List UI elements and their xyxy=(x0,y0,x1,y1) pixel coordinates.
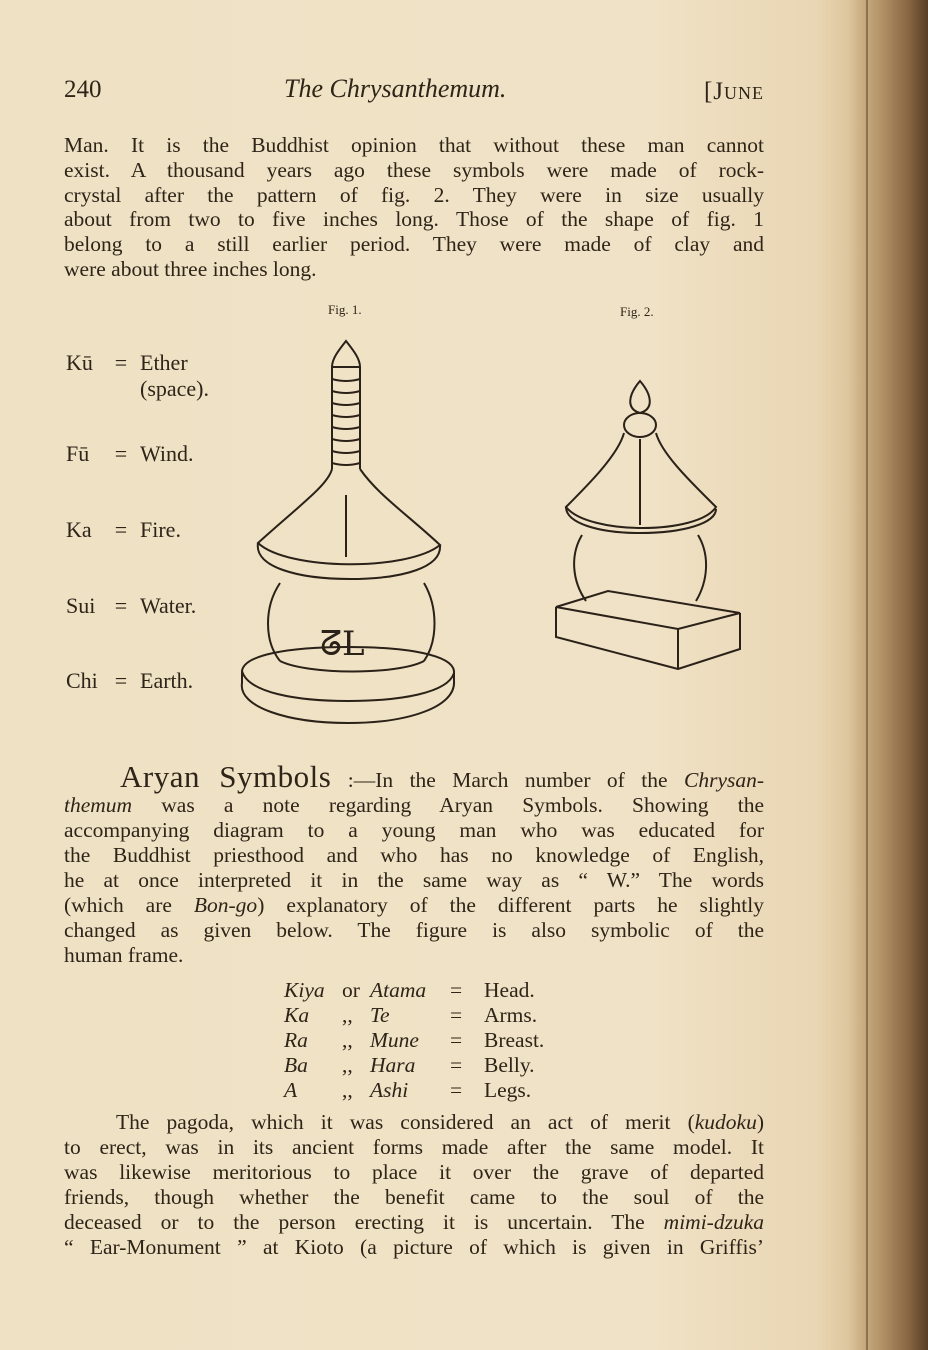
text-line: belong to a still earlier period. They were made of clay and xyxy=(64,232,764,257)
key-row-fu xyxy=(66,441,194,467)
pagoda-paragraph xyxy=(64,1110,764,1260)
text-line: the Buddhist priesthood and who has no knowledge of English, xyxy=(64,843,764,867)
key-row-ku-extra xyxy=(140,376,209,402)
key-equals: = xyxy=(114,593,128,618)
section-heading: Aryan Symbols xyxy=(120,759,332,794)
table-row: Ra ,, Mune = Breast. xyxy=(284,1028,545,1052)
text-line: “ Ear-Monument ” at Kioto (a picture of which is given in Griffis’ xyxy=(64,1235,764,1259)
fig1-roof xyxy=(258,469,440,564)
key-meaning: Ether xyxy=(140,350,188,375)
text-line: The pagoda, which it was considered an act of merit (kudoku) xyxy=(116,1110,764,1134)
key-name: Sui xyxy=(66,593,96,618)
intro-paragraph xyxy=(64,133,764,282)
fig2-jewel xyxy=(630,381,650,413)
key-equals: = xyxy=(114,517,128,542)
text-line: he at once interpreted it in the same way as “ W.” The words xyxy=(64,868,764,892)
fig1-base-top xyxy=(242,671,454,701)
text-line: Man. It is the Buddhist opinion that without these man cannot xyxy=(64,133,764,157)
key-equals: = xyxy=(114,350,128,375)
fig2-caption: Fig. 2. xyxy=(620,304,654,319)
table-row: Ba ,, Hara = Belly. xyxy=(284,1053,535,1077)
text-line: crystal after the pattern of fig. 2. They were in size usually xyxy=(64,182,764,207)
key-meaning: Wind. xyxy=(140,441,194,466)
table-row: A ,, Ashi = Legs. xyxy=(284,1078,532,1102)
text-line: deceased or to the person erecting it is uncertain. The mimi-dzuka xyxy=(64,1210,764,1234)
text-line: human frame. xyxy=(64,943,184,967)
fig1-roof-eave xyxy=(258,543,440,579)
text-line: changed as given below. The figure is also symbolic of the xyxy=(64,918,764,942)
fig1-caption: Fig. 1. xyxy=(328,302,362,317)
text-line: (which are Bon-go) explanatory of the different parts he slightly xyxy=(64,893,764,917)
journal-title: The Chrysanthemum. xyxy=(284,74,507,103)
fig1-sanskrit-glyph: ᘔL xyxy=(320,624,365,664)
key-row-sui xyxy=(66,593,196,619)
key-row-ka xyxy=(66,517,181,543)
key-meaning: Fire. xyxy=(140,517,181,542)
issue-month: [June xyxy=(703,78,764,105)
text-line: accompanying diagram to a young man who was educated for xyxy=(64,818,764,842)
key-row-chi xyxy=(66,668,193,694)
key-row-ku xyxy=(66,350,188,376)
key-name: Kū xyxy=(66,350,93,375)
key-name: Chi xyxy=(66,668,98,693)
running-head xyxy=(64,74,764,108)
key-meaning: Water. xyxy=(140,593,197,618)
key-meaning: Earth. xyxy=(140,668,194,693)
fig1-spire-rings xyxy=(332,379,360,465)
page-gutter-shadow xyxy=(848,0,928,1350)
fig1-jewel xyxy=(332,341,360,367)
text-line: themum was a note regarding Aryan Symbols. Showing the xyxy=(64,793,764,817)
key-name: Ka xyxy=(66,517,92,542)
fig1-gorinto-drawing xyxy=(228,335,463,735)
fig2-body xyxy=(574,535,706,601)
table-row: Ka ,, Te = Arms. xyxy=(284,1003,538,1027)
fig2-knob xyxy=(624,413,656,437)
text-line: friends, though whether the benefit came to the soul of the xyxy=(64,1185,764,1209)
text-line: about from two to five inches long. Those of the shape of fig. 1 xyxy=(64,207,764,232)
key-extra: (space). xyxy=(140,376,210,401)
text-line: Aryan Symbols :—In the March number of the Chrysan- xyxy=(120,759,765,794)
body-parts-table xyxy=(284,978,584,1103)
fig2-reliquary-drawing xyxy=(548,375,748,670)
text-line: to erect, was in its ancient forms made after the same model. It xyxy=(64,1135,764,1159)
page-number: 240 xyxy=(64,76,102,103)
key-equals: = xyxy=(114,668,128,693)
fig2-base-sides xyxy=(556,607,740,669)
text-line: exist. A thousand years ago these symbols were made of rock- xyxy=(64,157,764,182)
text-line: was likewise meritorious to place it over the grave of departed xyxy=(64,1160,764,1184)
aryan-symbols-paragraph xyxy=(64,759,765,968)
page-edge-line xyxy=(866,0,868,1350)
text-line: were about three inches long. xyxy=(64,256,317,281)
key-equals: = xyxy=(114,441,128,466)
key-name: Fū xyxy=(66,441,90,466)
table-row: Kiya or Atama = Head. xyxy=(284,978,535,1002)
